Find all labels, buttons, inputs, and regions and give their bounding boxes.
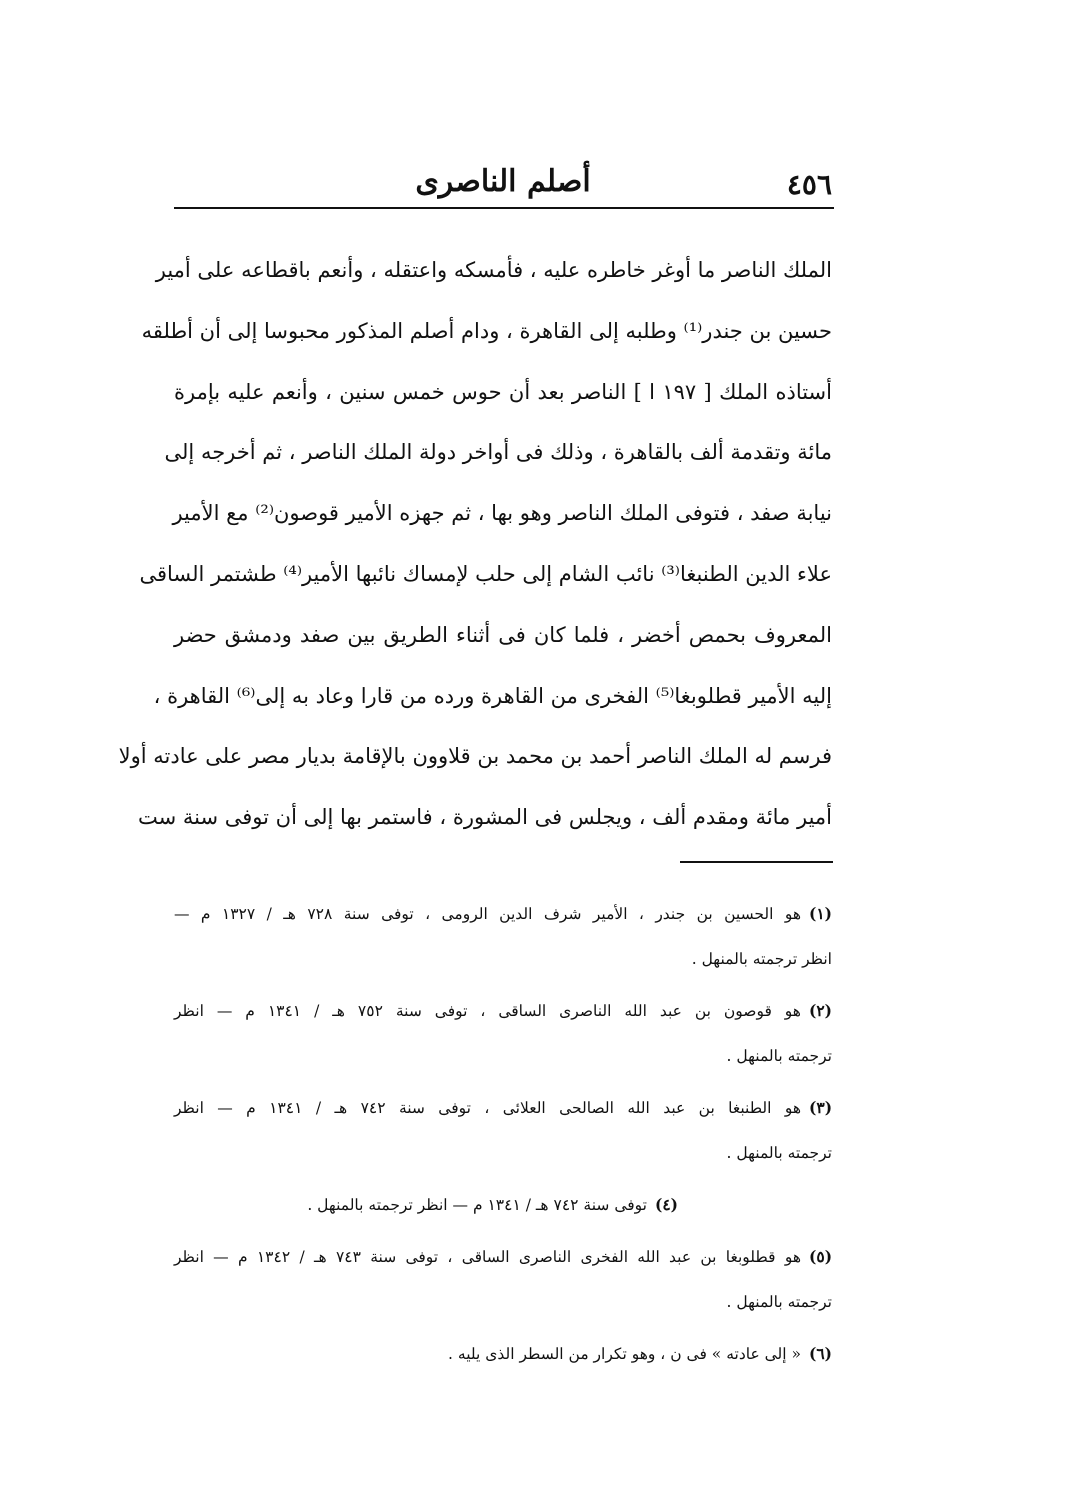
footnote-text: هو قطلوبغا بن عبد الله الفخرى الناصرى الساقى ، توفى سنة ٧٤٣ هـ / ١٣٤٢ م — انظر <box>174 1248 802 1266</box>
text-line: المعروف بحمص أخضر ، فلما كان فى أثناء الطريق بين صفد ودمشق حضر <box>174 622 832 647</box>
footnote-number: (٣) <box>809 1098 833 1117</box>
text-line: حسين بن جندر⁽¹⁾ وطلبه إلى القاهرة ، ودام أصلم المذكور محبوسا إلى أن أطلقه <box>141 318 832 343</box>
footnote-5-continuation: ترجمته بالمنهل . <box>726 1293 832 1311</box>
footnote-text: توفى سنة ٧٤٢ هـ / ١٣٤١ م — انظر ترجمته بالمنهل . <box>307 1196 647 1214</box>
main-text <box>118 240 832 848</box>
footnote-number: (٢) <box>809 1001 833 1020</box>
text-line: إليه الأمير قطلوبغا⁽⁵⁾ الفخرى من القاهرة ورده من قارا وعاد به إلى⁽⁶⁾ القاهرة ، <box>153 683 832 708</box>
footnote-4 <box>174 1181 832 1233</box>
footnote-number: (٥) <box>809 1247 833 1266</box>
footnote-rule <box>680 861 833 863</box>
footnote-text: هو الطنبغا بن عبد الله الصالحى العلائى ، توفى سنة ٧٤٢ هـ / ١٣٤١ م — انظر <box>174 1099 802 1117</box>
footnote-2-continuation: ترجمته بالمنهل . <box>726 1047 832 1065</box>
footnote-1 <box>174 890 832 937</box>
running-title: أصلم الناصرى <box>415 164 591 199</box>
text-line: أستاذه الملك [ ١٩٧ ا ] الناصر بعد أن حوس خمس سنين ، وأنعم عليه بإمرة <box>174 379 832 404</box>
page-number: ٤٥٦ <box>786 168 832 201</box>
footnote-6 <box>174 1330 832 1382</box>
text-line: الملك الناصر ما أوغر خاطره عليه ، فأمسكه واعتقله ، وأنعم باقطاعه على أمير <box>155 258 832 282</box>
footnote-text: « إلى عادته » فى ن ، وهو تكرار من السطر الذى يليه . <box>448 1345 801 1363</box>
footnotes <box>174 890 832 1382</box>
page-header <box>174 162 832 206</box>
text-line: فرسم له الملك الناصر أحمد بن محمد بن قلاوون بالإقامة بديار مصر على عادته أولا <box>118 744 832 769</box>
text-line: نيابة صفد ، فتوفى الملك الناصر وهو بها ، ثم جهزه الأمير قوصون⁽²⁾ مع الأمير <box>172 501 832 526</box>
footnote-text: هو الحسين بن جندر ، الأمير شرف الدين الرومى ، توفى سنة ٧٢٨ هـ / ١٣٢٧ م — <box>174 905 801 923</box>
footnote-5 <box>174 1233 832 1280</box>
footnote-text: هو قوصون بن عبد الله الناصرى الساقى ، توفى سنة ٧٥٢ هـ / ١٣٤١ م — انظر <box>174 1002 801 1020</box>
footnote-3-continuation: ترجمته بالمنهل . <box>726 1144 832 1162</box>
footnote-number: (٦) <box>808 1344 832 1363</box>
footnote-3 <box>174 1084 832 1131</box>
text-line: مائة وتقدمة ألف بالقاهرة ، وذلك فى أواخر دولة الملك الناصر ، ثم أخرجه إلى <box>164 440 832 465</box>
footnote-1-continuation: انظر ترجمته بالمنهل . <box>691 950 832 968</box>
header-rule <box>174 207 834 209</box>
text-line: أمير مائة ومقدم ألف ، ويجلس فى المشورة ، فاستمر بها إلى أن توفى سنة ست <box>137 805 832 830</box>
footnote-2 <box>174 987 832 1034</box>
footnote-number: (١) <box>809 904 833 923</box>
footnote-number: (٤) <box>654 1195 678 1214</box>
text-line: علاء الدين الطنبغا⁽³⁾ نائب الشام إلى حلب لإمساك نائبها الأمير⁽⁴⁾ طشتمر الساقى <box>139 561 832 586</box>
